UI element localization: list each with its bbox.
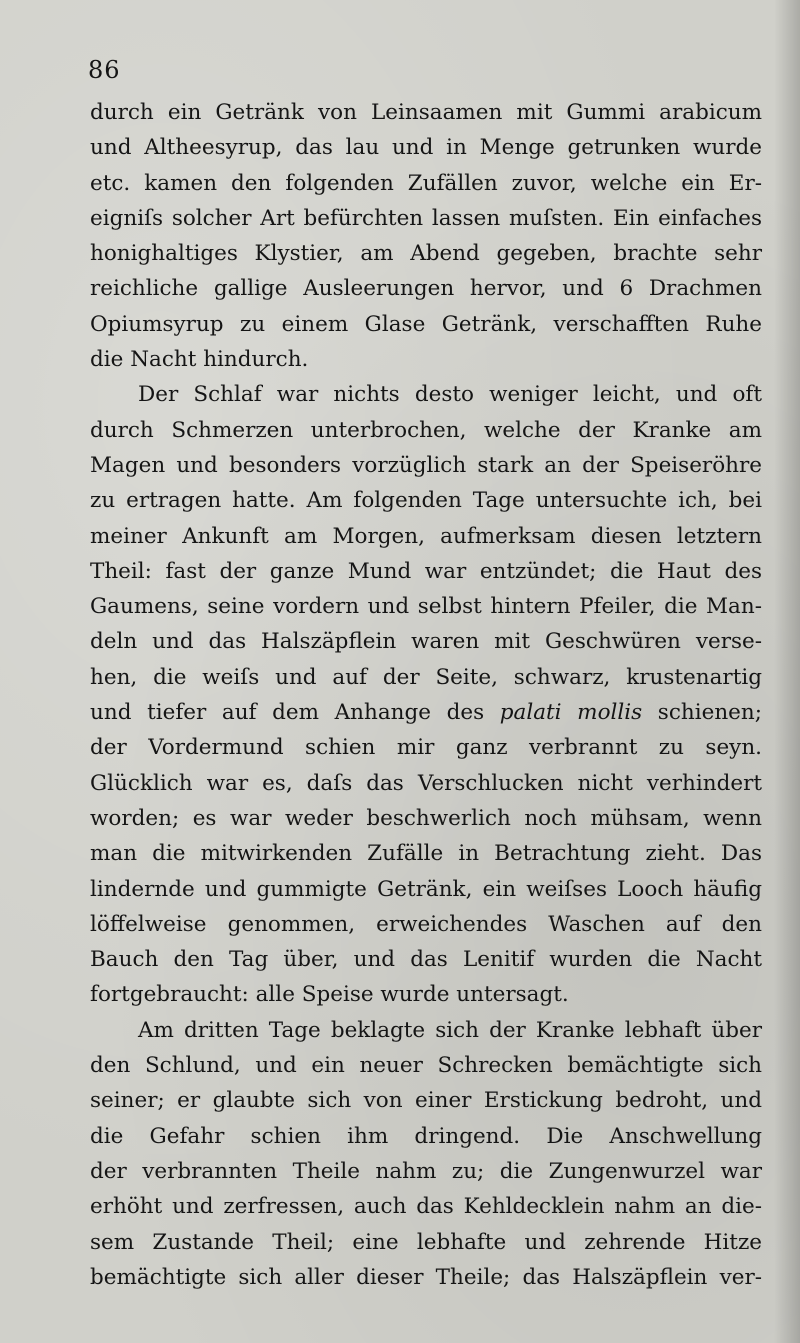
- text-line: Der Schlaf war nichts desto weniger leicht, und oft: [138, 382, 762, 408]
- text-line: sem Zustande Theil; eine lebhafte und zehrende Hitze: [90, 1229, 762, 1255]
- text-line: der Vordermund schien mir ganz verbrannt zu seyn.: [90, 735, 762, 761]
- text-line: lindernde und gummigte Getränk, ein weiſses Looch häufig: [90, 876, 762, 902]
- text-line: etc. kamen den folgenden Zufällen zuvor, welche ein Er-: [90, 170, 762, 196]
- text-line: Gaumens, seine vordern und selbst hintern Pfeiler, die Man-: [90, 594, 762, 620]
- text-line: hen, die weiſs und auf der Seite, schwarz, krustenartig: [90, 664, 762, 690]
- italic-text: palati mollis: [499, 700, 643, 726]
- text-line: bemächtigte sich aller dieser Theile; das Halszäpflein ver-: [90, 1264, 762, 1290]
- text-line: durch ein Getränk von Leinsaamen mit Gummi arabicum: [90, 100, 762, 125]
- text-line: Opiumsyrup zu einem Glase Getränk, verschafften Ruhe: [90, 311, 762, 337]
- text-line: Bauch den Tag über, und das Lenitif wurden die Nacht: [90, 947, 762, 973]
- text-line: Am dritten Tage beklagte sich der Kranke lebhaft über: [138, 1017, 762, 1043]
- text-line: durch Schmerzen unterbrochen, welche der Kranke am: [90, 417, 762, 443]
- text-line: worden; es war weder beschwerlich noch mühsam, wenn: [90, 805, 762, 831]
- text-line: Glücklich war es, daſs das Verschlucken nicht verhindert: [90, 770, 762, 796]
- text-line: zu ertragen hatte. Am folgenden Tage untersuchte ich, bei: [90, 488, 762, 514]
- text-line: seiner; er glaubte sich von einer Erstickung bedroht, und: [90, 1088, 762, 1114]
- text-line: den Schlund, und ein neuer Schrecken bemächtigte sich: [90, 1053, 762, 1079]
- text-line: der verbrannten Theile nahm zu; die Zungenwurzel war: [90, 1158, 762, 1184]
- text-line: fortgebraucht: alle Speise wurde untersagt.: [90, 982, 569, 1008]
- paragraph: [90, 95, 762, 377]
- text-line: löffelweise genommen, erweichendes Waschen auf den: [90, 911, 762, 937]
- text-line: erhöht und zerfressen, auch das Kehldecklein nahm an die-: [90, 1194, 762, 1220]
- paragraph: [90, 1013, 762, 1295]
- page-number: 86: [88, 56, 121, 84]
- text-line: honighaltiges Klystier, am Abend gegeben, brachte sehr: [90, 241, 762, 267]
- text-line: und tiefer auf dem Anhange des palati mollis schienen;: [90, 700, 762, 726]
- body-text: [90, 95, 762, 1295]
- page-edge-shadow: [774, 0, 800, 1343]
- text-line: deln und das Halszäpflein waren mit Geschwüren verse-: [90, 629, 762, 655]
- text-line: meiner Ankunft am Morgen, aufmerksam diesen letztern: [90, 523, 762, 549]
- text-line: die Gefahr schien ihm dringend. Die Anschwellung: [90, 1123, 762, 1149]
- text-line: reichliche gallige Ausleerungen hervor, und 6 Drachmen: [90, 276, 762, 302]
- paragraph: [90, 377, 762, 1012]
- text-line: Theil: fast der ganze Mund war entzündet; die Haut des: [90, 558, 762, 584]
- text-line: eigniſs solcher Art befürchten lassen muſsten. Ein einfaches: [90, 205, 762, 231]
- text-line: und Altheesyrup, das lau und in Menge getrunken wurde: [90, 135, 762, 161]
- text-line: die Nacht hindurch.: [90, 347, 309, 373]
- text-line: Magen und besonders vorzüglich stark an der Speiseröhre: [90, 452, 762, 478]
- text-line: man die mitwirkenden Zufälle in Betrachtung zieht. Das: [90, 841, 762, 867]
